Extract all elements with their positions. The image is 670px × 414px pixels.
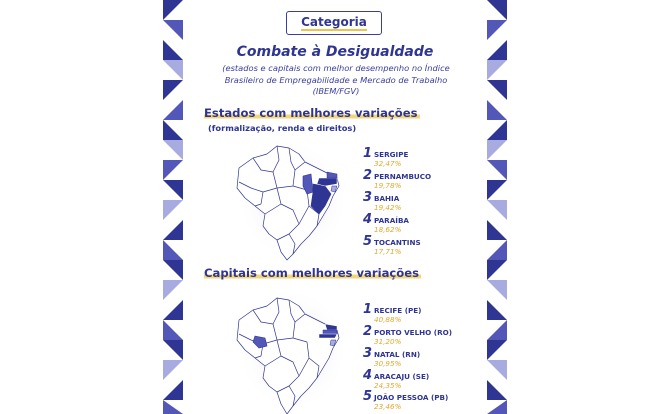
rank-value: 19,42% — [374, 203, 402, 212]
rank-name: RECIFE (PE) — [374, 306, 422, 315]
rank-name: SERGIPE — [374, 150, 409, 159]
right-pattern-band — [487, 0, 507, 414]
capitals-section-title — [204, 266, 421, 280]
rank-value: 31,20% — [374, 337, 402, 346]
state-rank-item — [363, 236, 483, 258]
left-pattern-band — [163, 0, 183, 414]
states-title-text: Estados com melhores variações — [204, 106, 418, 120]
rank-name: PORTO VELHO (RO) — [374, 328, 452, 337]
rank-value: 23,46% — [374, 402, 402, 411]
rank-value: 30,95% — [374, 359, 402, 368]
capital-rank-item — [363, 348, 483, 370]
infographic-card — [183, 0, 487, 414]
brazil-states-map — [233, 140, 345, 262]
rank-value: 18,62% — [374, 225, 402, 234]
rank-value: 40,88% — [374, 315, 402, 324]
rank-name: BAHIA — [374, 194, 400, 203]
category-badge — [286, 11, 382, 35]
rank-value: 32,47% — [374, 159, 402, 168]
rank-value: 17,71% — [374, 247, 402, 256]
main-title: Combate à Desigualdade — [236, 44, 434, 60]
state-rank-item — [363, 192, 483, 214]
rank-number: 1 — [363, 146, 373, 161]
rank-number: 3 — [363, 346, 373, 361]
rank-number: 4 — [363, 368, 373, 383]
rank-name: JOÃO PESSOA (PB) — [374, 393, 449, 402]
states-section-subtitle: (formalização, renda e direitos) — [208, 123, 357, 133]
brazil-capitals-map — [233, 290, 345, 414]
capital-rank-item — [363, 304, 483, 326]
rank-name: TOCANTINS — [374, 238, 421, 247]
subtitle: (estados e capitais com melhor desempenho no Índice Brasileiro de Empregabilidade e Mercado de Trabalho (IBEM/FGV) — [222, 63, 450, 96]
rank-number: 3 — [363, 190, 373, 205]
rank-name: PERNAMBUCO — [374, 172, 432, 181]
rank-name: PARAÍBA — [374, 216, 409, 225]
rank-number: 4 — [363, 212, 373, 227]
rank-name: NATAL (RN) — [374, 350, 421, 359]
state-rank-item — [363, 170, 483, 192]
rank-number: 1 — [363, 302, 373, 317]
rank-value: 19,78% — [374, 181, 402, 190]
map-region-pb — [323, 330, 337, 334]
rank-number: 2 — [363, 324, 373, 339]
capitals-title-text: Capitais com melhores variações — [204, 266, 419, 280]
states-section-title — [204, 106, 420, 120]
state-rank-item — [363, 148, 483, 170]
state-rank-item — [363, 214, 483, 236]
rank-number: 2 — [363, 168, 373, 183]
capital-rank-item — [363, 370, 483, 392]
rank-name: ARACAJU (SE) — [374, 372, 430, 381]
rank-number: 5 — [363, 234, 373, 249]
capital-rank-item — [363, 391, 483, 413]
capital-rank-item — [363, 326, 483, 348]
category-label: Categoria — [301, 15, 367, 29]
rank-value: 24,35% — [374, 381, 402, 390]
rank-number: 5 — [363, 389, 373, 404]
map-region-pe — [319, 334, 337, 338]
